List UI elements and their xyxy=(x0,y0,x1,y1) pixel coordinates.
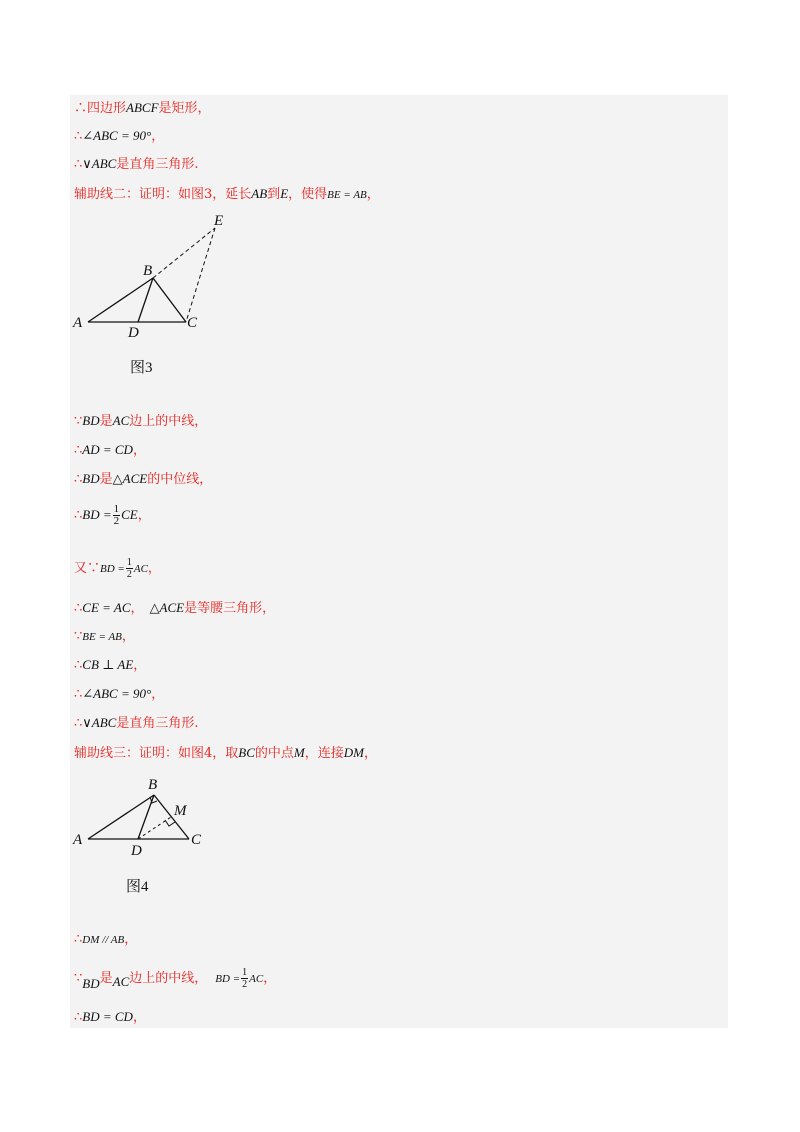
proof-text: 是 xyxy=(99,971,113,986)
proof-text: 的中点 xyxy=(254,746,294,761)
proof-text: ∴ xyxy=(74,1010,83,1025)
proof-text: 辅助线二：证明：如图3，延长 xyxy=(74,187,252,202)
proof-text: 的中位线， xyxy=(147,472,213,487)
math-expr: BD = xyxy=(100,563,125,575)
point-label-b: B xyxy=(148,777,158,793)
segment-dm-dashed xyxy=(138,817,171,839)
proof-text: ∴ xyxy=(74,601,83,616)
fraction-numerator: 1 xyxy=(113,503,120,515)
math-expr: BD = xyxy=(215,973,241,985)
proof-text: 是直角三角形. xyxy=(116,157,199,172)
fraction-numerator: 1 xyxy=(242,967,248,978)
proof-text: ， xyxy=(137,508,151,523)
proof-text: 边上的中线， xyxy=(129,971,208,986)
fraction-numerator: 1 xyxy=(126,557,132,568)
right-angle-mark-m xyxy=(165,820,175,826)
math-expr: CE xyxy=(121,507,138,522)
proof-text: ，使得 xyxy=(288,187,328,202)
math-expr: AD = CD xyxy=(82,442,133,457)
proof-text: ， xyxy=(147,561,161,576)
figure-3-caption: 图3 xyxy=(130,360,153,376)
point-label-a: A xyxy=(73,315,83,331)
math-expr: DM // AB xyxy=(82,934,125,946)
proof-text: ， xyxy=(124,932,138,947)
proof-text: ∴ xyxy=(74,157,83,172)
proof-text: 是 xyxy=(99,414,113,429)
proof-text: 是矩形， xyxy=(158,101,211,116)
math-expr: BC xyxy=(238,745,255,760)
math-expr: ∠ABC = 90° xyxy=(82,128,152,143)
proof-text: ， xyxy=(366,187,380,202)
fraction xyxy=(241,967,248,990)
math-expr: ∠ABC = 90° xyxy=(82,686,152,701)
proof-text: 是等腰三角形， xyxy=(184,601,276,616)
point-label-d: D xyxy=(131,843,142,859)
math-expr: AC xyxy=(133,563,148,575)
proof-text: ∴四边形 xyxy=(74,101,127,116)
math-expr: ∨ABC xyxy=(82,715,117,730)
proof-text: ∵ xyxy=(74,971,83,986)
point-label-b: B xyxy=(143,263,153,279)
proof-text: ， xyxy=(263,971,277,986)
math-expr: BD xyxy=(82,471,100,486)
point-label-a: A xyxy=(73,832,83,848)
point-label-c: C xyxy=(187,315,198,331)
math-expr: ∨ABC xyxy=(82,156,117,171)
figure-4-caption: 图4 xyxy=(126,879,149,895)
math-expr: E xyxy=(280,186,289,201)
proof-text: ， xyxy=(132,1010,146,1025)
math-expr: ABCF xyxy=(126,100,159,115)
math-expr: BD xyxy=(82,413,100,428)
proof-text: 是 xyxy=(99,472,113,487)
math-expr: DM xyxy=(343,745,364,760)
proof-line-18 xyxy=(74,1007,146,1028)
fraction-denominator: 2 xyxy=(126,569,132,580)
proof-text: ∵ xyxy=(74,414,83,429)
point-label-c: C xyxy=(191,832,202,848)
segment-ab xyxy=(88,795,154,839)
proof-line-17 xyxy=(74,967,276,990)
proof-text: 是直角三角形. xyxy=(116,716,199,731)
proof-text: ∴ xyxy=(74,658,83,673)
proof-text: 边上的中线， xyxy=(129,414,208,429)
math-expr: BE = AB xyxy=(82,631,122,643)
math-expr: BD xyxy=(82,976,100,991)
math-expr: BD = CD xyxy=(82,1009,133,1024)
proof-text: ， xyxy=(151,129,165,144)
proof-text: ∴ xyxy=(74,443,83,458)
proof-text: ， xyxy=(132,443,146,458)
math-expr: AB xyxy=(251,186,268,201)
math-expr: BE = AB xyxy=(327,189,367,201)
math-expr: △ACE xyxy=(112,471,148,486)
proof-text: ∴ xyxy=(74,472,83,487)
math-expr: AC xyxy=(112,413,130,428)
proof-text: ， xyxy=(130,601,144,616)
proof-text: 辅助线三：证明：如图4，取 xyxy=(74,746,239,761)
math-expr: M xyxy=(293,745,305,760)
math-expr: AC xyxy=(249,973,264,985)
proof-text: ∴ xyxy=(74,129,83,144)
proof-text: ， xyxy=(133,658,147,673)
point-label-e: E xyxy=(214,213,224,229)
proof-text: ∵ xyxy=(74,629,83,644)
math-expr: BD = xyxy=(82,507,112,522)
proof-text: ， xyxy=(121,629,135,644)
math-expr: CB ⊥ AE xyxy=(82,657,134,672)
point-label-d: D xyxy=(128,325,139,341)
math-expr: CE = AC xyxy=(82,600,131,615)
math-expr: △ACE xyxy=(149,600,185,615)
proof-text: 又∵ xyxy=(74,561,101,576)
proof-text: ， xyxy=(151,687,165,702)
proof-text: 到 xyxy=(267,187,281,202)
proof-text: ∴ xyxy=(74,716,83,731)
proof-text: ∴ xyxy=(74,932,83,947)
fraction-denominator: 2 xyxy=(113,515,120,527)
fraction-denominator: 2 xyxy=(242,979,248,990)
math-expr: AC xyxy=(112,974,130,989)
point-label-m: M xyxy=(174,803,187,819)
proof-line-16 xyxy=(74,930,137,950)
proof-text: ∴ xyxy=(74,687,83,702)
proof-text: ∴ xyxy=(74,508,83,523)
proof-text: ， xyxy=(364,746,378,761)
proof-text: ，连接 xyxy=(304,746,344,761)
